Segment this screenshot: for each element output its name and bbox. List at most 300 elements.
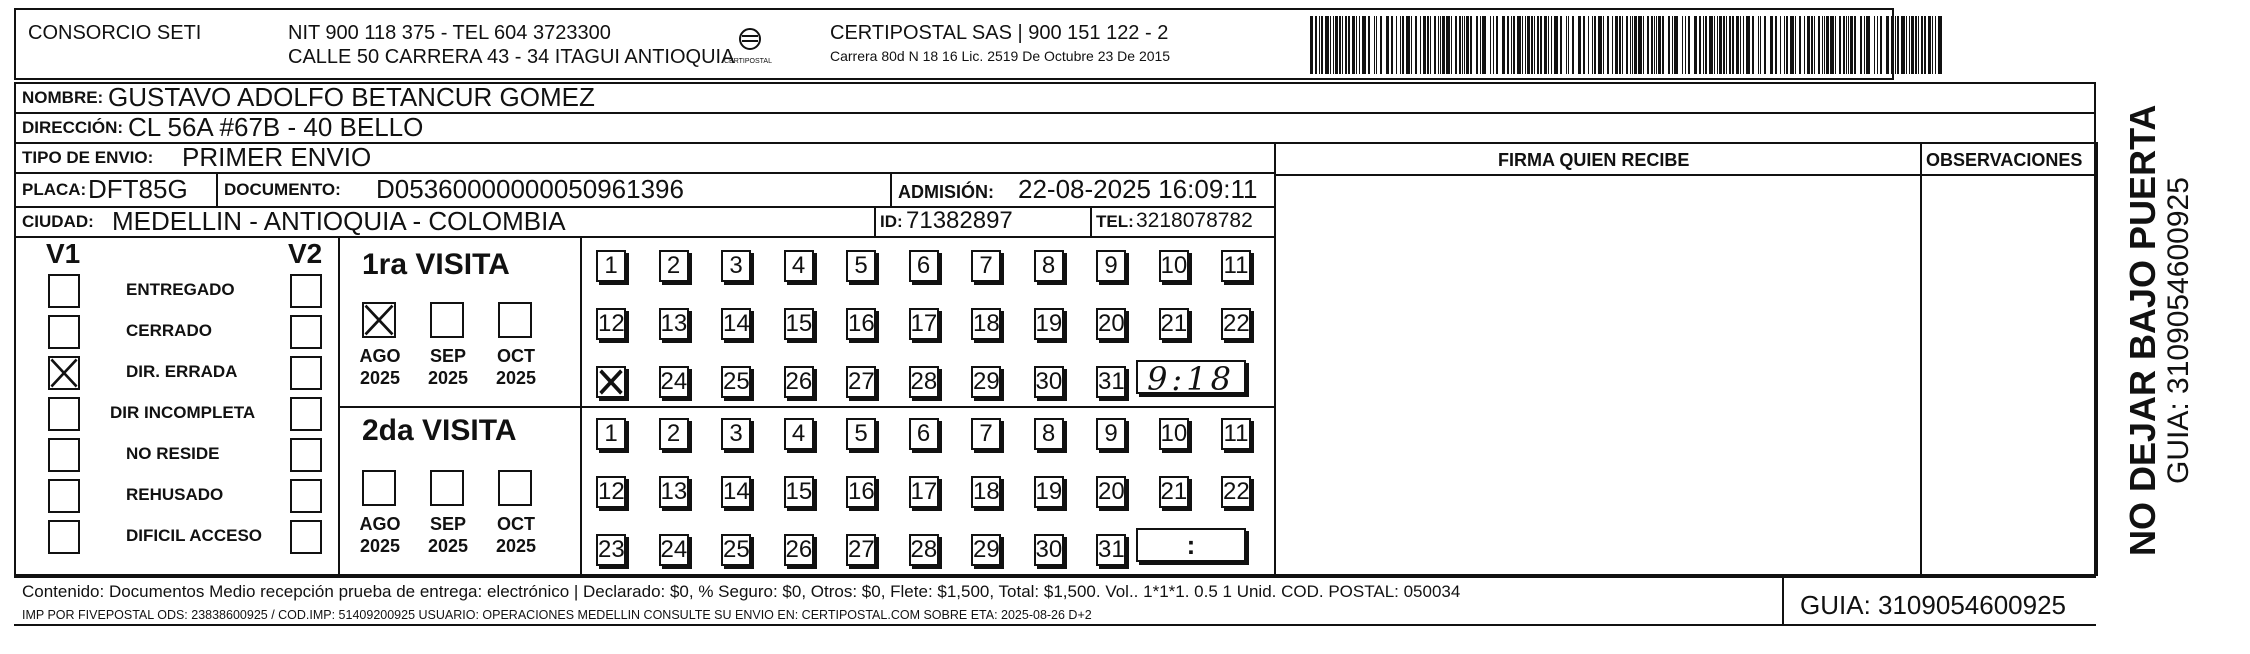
documento-label: DOCUMENTO: <box>224 180 341 199</box>
day-box[interactable] <box>596 366 626 398</box>
barcode-bar <box>1736 16 1739 74</box>
barcode-bar <box>1342 16 1343 74</box>
barcode-bar <box>1924 16 1926 74</box>
day-box[interactable]: 30 <box>1034 534 1064 566</box>
day-box[interactable]: 17 <box>909 308 939 340</box>
day-box[interactable]: 9 <box>1096 418 1126 450</box>
barcode-bar <box>1891 16 1893 74</box>
cell-divider <box>1090 206 1092 236</box>
certipostal-line-1: CERTIPOSTAL SAS | 900 151 122 - 2 <box>830 22 1169 44</box>
side-guia: GUIA: 3109054600925 <box>2162 177 2195 484</box>
visits-divider <box>338 406 1274 408</box>
barcode-bar <box>1705 16 1707 74</box>
barcode-bar <box>1348 16 1350 74</box>
day-box[interactable]: 24 <box>659 366 689 398</box>
certipostal-line-2: Carrera 80d N 18 16 Lic. 2519 De Octubre 23 De 2015 <box>830 48 1171 64</box>
day-box[interactable]: 21 <box>1159 308 1189 340</box>
barcode-bar <box>1400 16 1401 74</box>
barcode-bar <box>1583 16 1585 74</box>
barcode-bar <box>1566 16 1567 74</box>
ciudad-value: MEDELLIN - ANTIOQUIA - COLOMBIA <box>112 206 566 236</box>
barcode-bar <box>1531 16 1533 74</box>
barcode-bar <box>1554 16 1558 74</box>
barcode-bar <box>1901 16 1905 74</box>
day-box[interactable]: 28 <box>909 534 939 566</box>
observaciones-right-edge <box>2096 142 2098 576</box>
barcode-bar <box>1402 16 1404 74</box>
barcode-bar <box>1643 16 1644 74</box>
barcode-bar <box>1752 16 1754 74</box>
v2-checkbox[interactable] <box>290 356 322 390</box>
status-option-label: REHUSADO <box>126 485 224 504</box>
day-box[interactable]: 16 <box>846 308 876 340</box>
month-label: SEP <box>429 346 467 366</box>
status-option-label: CERRADO <box>126 321 212 340</box>
nit-line-2: CALLE 50 CARRERA 43 - 34 ITAGUI ANTIOQUIA <box>288 46 735 68</box>
barcode-bar <box>1764 16 1766 74</box>
day-box[interactable]: 19 <box>1034 476 1064 508</box>
company-name: CONSORCIO SETI <box>28 22 202 44</box>
day-box[interactable]: 25 <box>721 534 751 566</box>
barcode-bar <box>1352 16 1355 74</box>
barcode-bar <box>1719 16 1722 74</box>
barcode-bar <box>1607 16 1609 74</box>
direccion-value: CL 56A #67B - 40 BELLO <box>128 112 424 142</box>
day-box[interactable]: 22 <box>1221 308 1251 340</box>
day-box[interactable]: 4 <box>784 250 814 282</box>
barcode-bar <box>1864 16 1865 74</box>
day-box[interactable]: 29 <box>971 534 1001 566</box>
barcode-bar <box>1594 16 1596 74</box>
barcode-bar <box>1374 16 1375 74</box>
day-box[interactable]: 5 <box>846 418 876 450</box>
barcode-bar <box>1638 16 1642 74</box>
day-box[interactable]: 24 <box>659 534 689 566</box>
cell-divider <box>874 206 876 236</box>
barcode-bar <box>1359 16 1360 74</box>
barcode-bar <box>1911 16 1914 74</box>
month-checkbox[interactable] <box>362 470 396 506</box>
barcode-bar <box>1451 16 1452 74</box>
day-box[interactable]: 20 <box>1096 308 1126 340</box>
month-label: AGO <box>359 514 401 534</box>
direccion-label: DIRECCIÓN: <box>22 118 124 137</box>
barcode-bar <box>1839 16 1841 74</box>
v2-checkbox[interactable] <box>290 274 322 308</box>
barcode-bar <box>1790 16 1794 74</box>
month-checkbox[interactable] <box>430 302 464 338</box>
day-box[interactable]: 11 <box>1221 250 1251 282</box>
visit1-time-box[interactable] <box>1136 360 1246 398</box>
day-box[interactable]: 31 <box>1096 534 1126 566</box>
barcode-bar <box>1490 16 1491 74</box>
day-box[interactable]: 18 <box>971 476 1001 508</box>
status-option-label: DIFICIL ACCESO <box>126 526 263 545</box>
barcode-bar <box>1482 16 1486 74</box>
barcode-bar <box>1786 16 1788 74</box>
barcode-bar <box>1895 16 1896 74</box>
barcode-bar <box>1493 16 1494 74</box>
barcode-bar <box>1568 16 1569 74</box>
v2-heading: V2 <box>288 238 323 269</box>
barcode-bar <box>1380 16 1382 74</box>
barcode-bar <box>1630 16 1631 74</box>
day-box[interactable]: 12 <box>596 476 626 508</box>
tipo-label: TIPO DE ENVIO: <box>22 148 154 167</box>
day-box[interactable]: 15 <box>784 476 814 508</box>
barcode-bar <box>1522 16 1523 74</box>
barcode-bar <box>1507 16 1509 74</box>
barcode-bar <box>1843 16 1845 74</box>
barcode-bar <box>1391 16 1393 74</box>
barcode-bar <box>1886 16 1889 74</box>
barcode-bar <box>1918 16 1919 74</box>
v1-checkbox[interactable] <box>48 479 80 513</box>
barcode <box>1310 16 1950 74</box>
day-box[interactable]: 6 <box>909 418 939 450</box>
day-box[interactable]: 3 <box>721 250 751 282</box>
day-box[interactable]: 10 <box>1159 418 1189 450</box>
month-year: 2025 <box>495 368 537 388</box>
barcode-bar <box>1442 16 1445 74</box>
barcode-bar <box>1729 16 1731 74</box>
barcode-bar <box>1909 16 1910 74</box>
barcode-bar <box>1544 16 1547 74</box>
barcode-bar <box>1315 16 1317 74</box>
day-box[interactable]: 7 <box>971 418 1001 450</box>
v2-checkbox[interactable] <box>290 397 322 431</box>
barcode-bar <box>1548 16 1549 74</box>
barcode-bar <box>1496 16 1498 74</box>
observaciones-column-divider <box>1920 142 1922 576</box>
day-box[interactable]: 13 <box>659 308 689 340</box>
barcode-bar <box>1603 16 1604 74</box>
day-box[interactable]: 6 <box>909 250 939 282</box>
cell-divider <box>216 172 218 206</box>
month-year: 2025 <box>427 368 469 388</box>
placa-value: DFT85G <box>88 174 188 204</box>
barcode-bar <box>1743 16 1744 74</box>
id-label: ID: <box>880 212 903 231</box>
no-dejar-bajo-puerta: NO DEJAR BAJO PUERTA <box>2122 104 2163 556</box>
documento-value: D05360000000050961396 <box>376 174 684 204</box>
barcode-bar <box>1784 16 1785 74</box>
barcode-bar <box>1537 16 1539 74</box>
barcode-bar <box>1423 16 1426 74</box>
barcode-bar <box>1396 16 1397 74</box>
status-option-label: NO RESIDE <box>126 444 220 463</box>
barcode-bar <box>1732 16 1734 74</box>
barcode-bar <box>1356 16 1357 74</box>
barcode-bar <box>1527 16 1530 74</box>
barcode-bar <box>1775 16 1777 74</box>
barcode-bar <box>1502 16 1505 74</box>
footer-contenido: Contenido: Documentos Medio recepción prueba de entrega: electrónico | Declarado: $0, % Seguro: $0, Otros: $0, Flete: $1,500, Total: $1,500. Vol.. 1*1*1. 0.5 1 Unid. COD. POSTAL: 050034 <box>22 582 1461 601</box>
day-box[interactable]: 10 <box>1159 250 1189 282</box>
day-box[interactable]: 16 <box>846 476 876 508</box>
barcode-bar <box>1310 16 1313 74</box>
v1-checkbox[interactable] <box>48 356 80 390</box>
barcode-bar <box>1464 16 1465 74</box>
v2-checkbox[interactable] <box>290 479 322 513</box>
barcode-bar <box>1632 16 1633 74</box>
day-box[interactable]: 23 <box>596 534 626 566</box>
barcode-bar <box>1807 16 1810 74</box>
barcode-bar <box>1935 16 1936 74</box>
barcode-bar <box>1668 16 1670 74</box>
barcode-bar <box>1339 16 1341 74</box>
month-year: 2025 <box>359 536 401 556</box>
day-box[interactable]: 11 <box>1221 418 1251 450</box>
barcode-bar <box>1760 16 1761 74</box>
barcode-bar <box>1651 16 1653 74</box>
barcode-bar <box>1877 16 1878 74</box>
barcode-bar <box>1319 16 1320 74</box>
barcode-bar <box>1560 16 1562 74</box>
barcode-bar <box>1551 16 1552 74</box>
v2-checkbox[interactable] <box>290 315 322 349</box>
month-checkbox[interactable] <box>430 470 464 506</box>
barcode-bar <box>1717 16 1718 74</box>
day-box[interactable]: 21 <box>1159 476 1189 508</box>
barcode-bar <box>1874 16 1875 74</box>
barcode-bar <box>1420 16 1421 74</box>
barcode-bar <box>1814 16 1815 74</box>
tel-label: TEL: <box>1096 212 1134 231</box>
barcode-bar <box>1411 16 1412 74</box>
day-box[interactable]: 31 <box>1096 366 1126 398</box>
barcode-bar <box>1795 16 1796 74</box>
day-box[interactable]: 27 <box>846 534 876 566</box>
barcode-bar <box>1915 16 1917 74</box>
v1-checkbox[interactable] <box>48 274 80 308</box>
barcode-bar <box>1462 16 1463 74</box>
barcode-bar <box>1459 16 1461 74</box>
day-box[interactable]: 8 <box>1034 250 1064 282</box>
month-label: SEP <box>429 514 467 534</box>
barcode-bar <box>1699 16 1701 74</box>
barcode-bar <box>1325 16 1329 74</box>
barcode-bar <box>1928 16 1931 74</box>
barcode-bar <box>1682 16 1683 74</box>
day-box[interactable]: 14 <box>721 476 751 508</box>
barcode-bar <box>1848 16 1849 74</box>
footer-imp: IMP POR FIVEPOSTAL ODS: 23838600925 / COD.IMP: 51409200925 USUARIO: OPERACIONES MEDELLIN CONSULTE SU ENVIO EN: CERTIPOSTAL.COM SOBRE ETA: 2025-08-26 D+2 <box>22 608 1092 622</box>
barcode-bar <box>1470 16 1472 74</box>
v2-checkbox[interactable] <box>290 520 322 554</box>
barcode-bar <box>1511 16 1512 74</box>
barcode-bar <box>1572 16 1574 74</box>
v1-heading: V1 <box>46 238 81 269</box>
barcode-bar <box>1740 16 1741 74</box>
barcode-bar <box>1362 16 1366 74</box>
day-box[interactable]: 30 <box>1034 366 1064 398</box>
day-box[interactable]: 26 <box>784 366 814 398</box>
day-box[interactable]: 27 <box>846 366 876 398</box>
barcode-bar <box>1658 16 1661 74</box>
barcode-bar <box>1517 16 1521 74</box>
visit1-time-value: 9:18 <box>1147 360 1235 398</box>
barcode-bar <box>1824 16 1825 74</box>
barcode-bar <box>1860 16 1862 74</box>
day-box[interactable]: 3 <box>721 418 751 450</box>
ciudad-label: CIUDAD: <box>22 212 94 231</box>
barcode-bar <box>1938 16 1942 74</box>
day-box[interactable]: 25 <box>721 366 751 398</box>
visit2-title: 2da VISITA <box>362 414 517 447</box>
barcode-bar <box>1822 16 1823 74</box>
barcode-bar <box>1598 16 1602 74</box>
barcode-bar <box>1615 16 1618 74</box>
day-box[interactable]: 9 <box>1096 250 1126 282</box>
barcode-bar <box>1534 16 1535 74</box>
day-box[interactable]: 29 <box>971 366 1001 398</box>
day-box[interactable]: 28 <box>909 366 939 398</box>
day-box[interactable]: 4 <box>784 418 814 450</box>
barcode-bar <box>1345 16 1347 74</box>
month-year: 2025 <box>495 536 537 556</box>
barcode-bar <box>1330 16 1331 74</box>
visit1-title: 1ra VISITA <box>362 248 510 281</box>
barcode-bar <box>1430 16 1431 74</box>
barcode-bar <box>1619 16 1621 74</box>
barcode-bar <box>1850 16 1853 74</box>
month-checkbox[interactable] <box>362 302 396 338</box>
barcode-bar <box>1758 16 1759 74</box>
barcode-bar <box>1455 16 1457 74</box>
barcode-bar <box>1438 16 1439 74</box>
admision-value: 22-08-2025 16:09:11 <box>1018 174 1258 204</box>
barcode-bar <box>1897 16 1899 74</box>
barcode-bar <box>1906 16 1907 74</box>
barcode-bar <box>1811 16 1813 74</box>
barcode-bar <box>1434 16 1436 74</box>
day-box[interactable]: 18 <box>971 308 1001 340</box>
day-box[interactable]: 7 <box>971 250 1001 282</box>
day-box[interactable]: 14 <box>721 308 751 340</box>
barcode-bar <box>1415 16 1417 74</box>
month-checkbox[interactable] <box>498 470 532 506</box>
barcode-bar <box>1714 16 1715 74</box>
barcode-bar <box>1672 16 1673 74</box>
footer-guia-divider <box>1782 576 1784 624</box>
barcode-bar <box>1866 16 1870 74</box>
barcode-bar <box>1622 16 1623 74</box>
barcode-bar <box>1376 16 1377 74</box>
firma-header: FIRMA QUIEN RECIBE <box>1498 150 1690 170</box>
barcode-bar <box>1386 16 1389 74</box>
barcode-bar <box>1854 16 1856 74</box>
day-box[interactable]: 19 <box>1034 308 1064 340</box>
day-box[interactable]: 13 <box>659 476 689 508</box>
v1-checkbox[interactable] <box>48 520 80 554</box>
v2-checkbox[interactable] <box>290 438 322 472</box>
day-box[interactable]: 2 <box>659 418 689 450</box>
footer-bottom <box>14 624 2096 626</box>
nombre-label: NOMBRE: <box>22 88 104 107</box>
barcode-bar <box>1804 16 1805 74</box>
month-label: OCT <box>497 346 535 366</box>
barcode-bar <box>1780 16 1781 74</box>
barcode-bar <box>1726 16 1727 74</box>
visit2-time-box[interactable] <box>1136 528 1246 562</box>
barcode-bar <box>1703 16 1704 74</box>
barcode-bar <box>1588 16 1589 74</box>
barcode-bar <box>1654 16 1655 74</box>
barcode-bar <box>1525 16 1526 74</box>
day-box[interactable]: 15 <box>784 308 814 340</box>
day-box[interactable]: 17 <box>909 476 939 508</box>
day-box[interactable]: 22 <box>1221 476 1251 508</box>
barcode-bar <box>1540 16 1542 74</box>
barcode-bar <box>1826 16 1829 74</box>
barcode-bar <box>1578 16 1581 74</box>
barcode-bar <box>1723 16 1725 74</box>
barcode-bar <box>1688 16 1690 74</box>
barcode-bar <box>1466 16 1469 74</box>
barcode-bar <box>1830 16 1834 74</box>
barcode-bar <box>1685 16 1686 74</box>
barcode-bar <box>1333 16 1334 74</box>
day-box[interactable]: 1 <box>596 418 626 450</box>
observaciones-header: OBSERVACIONES <box>1926 150 2083 170</box>
month-checkbox[interactable] <box>498 302 532 338</box>
day-box[interactable]: 12 <box>596 308 626 340</box>
visit2-time-value: : <box>1186 530 1196 560</box>
barcode-bar <box>1746 16 1750 74</box>
barcode-bar <box>1592 16 1593 74</box>
day-box[interactable]: 26 <box>784 534 814 566</box>
barcode-bar <box>1634 16 1637 74</box>
v1-checkbox[interactable] <box>48 438 80 472</box>
v1-checkbox[interactable] <box>48 315 80 349</box>
day-box[interactable]: 1 <box>596 250 626 282</box>
barcode-bar <box>1770 16 1773 74</box>
firma-column-divider <box>1274 142 1276 576</box>
month-label: OCT <box>497 514 535 534</box>
day-box[interactable]: 2 <box>659 250 689 282</box>
status-option-label: ENTREGADO <box>126 280 235 299</box>
barcode-bar <box>1709 16 1713 74</box>
barcode-bar <box>1880 16 1882 74</box>
v1-checkbox[interactable] <box>48 397 80 431</box>
cell-divider <box>890 172 892 206</box>
status-option-label: DIR. ERRADA <box>126 362 238 381</box>
day-box[interactable]: 20 <box>1096 476 1126 508</box>
barcode-bar <box>1818 16 1820 74</box>
admision-label: ADMISIÓN: <box>898 182 994 202</box>
month-year: 2025 <box>359 368 401 388</box>
barcode-bar <box>1406 16 1410 74</box>
barcode-bar <box>1674 16 1678 74</box>
barcode-bar <box>1368 16 1370 74</box>
id-value: 71382897 <box>906 207 1013 234</box>
column-header-divider <box>1274 174 2096 176</box>
barcode-bar <box>1446 16 1450 74</box>
barcode-bar <box>1513 16 1515 74</box>
barcode-bar <box>1612 16 1613 74</box>
month-label: AGO <box>359 346 401 366</box>
day-box[interactable]: 5 <box>846 250 876 282</box>
barcode-bar <box>1476 16 1478 74</box>
nombre-value: GUSTAVO ADOLFO BETANCUR GOMEZ <box>108 82 595 112</box>
day-box[interactable]: 8 <box>1034 418 1064 450</box>
footer-guia: GUIA: 3109054600925 <box>1800 590 2066 620</box>
barcode-bar <box>1694 16 1697 74</box>
barcode-bar <box>1835 16 1836 74</box>
barcode-bar <box>1480 16 1481 74</box>
barcode-bar <box>1647 16 1649 74</box>
